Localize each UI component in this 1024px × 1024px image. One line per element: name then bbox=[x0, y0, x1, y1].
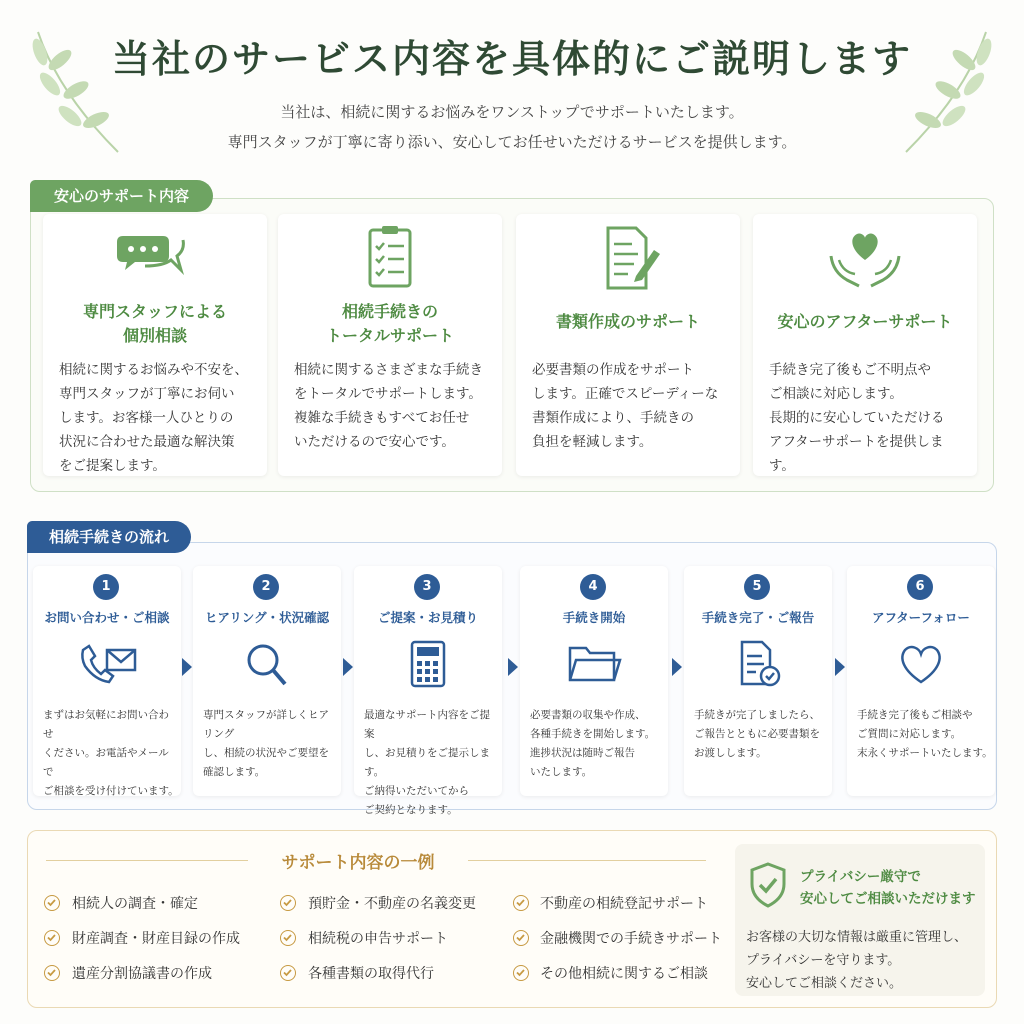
flow-arrow-icon bbox=[835, 658, 845, 676]
clipboard-checklist-icon bbox=[350, 226, 430, 290]
flow-step bbox=[354, 566, 502, 816]
support-card-title: 相続手続きの トータルサポート bbox=[325, 302, 454, 345]
support-card-body: 手続き完了後もご不明点や ご相談に対応します。 長期的に安心していただける アフターサポートを提供します。 bbox=[769, 362, 945, 474]
example-item: 各種書類の取得代行 bbox=[308, 966, 434, 982]
lead-text-line2: 専門スタッフが丁寧に寄り添い、安心してお任せいただけるサービスを提供します。 bbox=[227, 133, 797, 151]
step-title: 手続き開始 bbox=[562, 610, 626, 625]
support-card-body: 相続に関するお悩みや不安を、 専門スタッフが丁寧にお伺い します。お客様一人ひとりの 状況に合わせた最適な解決策 をご提案します。 bbox=[59, 362, 248, 474]
privacy-body: お客様の大切な情報は厳重に管理し、 プライバシーを守ります。 安心してご相談ください。 bbox=[746, 930, 968, 991]
support-section-heading: 安心のサポート内容 bbox=[30, 180, 213, 212]
step-number: 1 bbox=[93, 574, 119, 600]
step-number: 6 bbox=[907, 574, 933, 600]
heart-icon bbox=[891, 640, 951, 688]
support-card-after bbox=[753, 214, 977, 476]
divider bbox=[46, 860, 248, 861]
lead-text-line1: 当社は、相続に関するお悩みをワンストップでサポートいたします。 bbox=[280, 103, 744, 121]
support-card-title: 書類作成のサポート bbox=[555, 312, 700, 331]
flow-arrow-icon bbox=[508, 658, 518, 676]
step-number: 5 bbox=[744, 574, 770, 600]
support-card-title: 専門スタッフによる 個別相談 bbox=[82, 302, 227, 345]
step-number: 3 bbox=[414, 574, 440, 600]
support-card-body: 必要書類の作成をサポート します。正確でスピーディーな 書類作成により、手続きの 負担を軽減します。 bbox=[532, 362, 719, 450]
example-item: 不動産の相続登記サポート bbox=[540, 896, 708, 912]
example-item: 金融機関での手続きサポート bbox=[540, 931, 722, 947]
step-body: 必要書類の収集や作成、 各種手続きを開始します。 進捗状況は随時ご報告 いたします。 bbox=[530, 709, 656, 778]
example-item: 相続税の申告サポート bbox=[308, 931, 448, 947]
flow-section-heading: 相続手続きの流れ bbox=[27, 521, 191, 553]
step-body: まずはお気軽にお問い合わせ ください。お電話やメールで ご相談を受け付けています。 bbox=[43, 709, 179, 797]
step-title: ヒアリング・状況確認 bbox=[204, 610, 330, 625]
step-number: 2 bbox=[253, 574, 279, 600]
step-body: 手続き完了後もご相談や ご質問に対応します。 末永くサポートいたします。 bbox=[857, 709, 993, 759]
example-item: 遺産分割協議書の作成 bbox=[72, 966, 212, 982]
flow-step bbox=[193, 566, 341, 796]
phone-mail-icon bbox=[77, 640, 137, 688]
check-circle-icon bbox=[280, 965, 296, 981]
shield-check-icon bbox=[748, 862, 788, 908]
privacy-title: プライバシー厳守で 安心してご相談いただけます bbox=[800, 869, 976, 907]
check-circle-icon bbox=[513, 930, 529, 946]
flow-step bbox=[847, 566, 995, 796]
folder-icon bbox=[564, 640, 624, 688]
flow-step bbox=[520, 566, 668, 796]
step-title: お問い合わせ・ご相談 bbox=[44, 610, 170, 625]
step-number: 4 bbox=[580, 574, 606, 600]
flow-arrow-icon bbox=[672, 658, 682, 676]
magnifier-icon bbox=[237, 640, 297, 688]
calculator-icon bbox=[398, 640, 458, 688]
step-body: 専門スタッフが詳しくヒアリング し、相続の状況やご要望を 確認します。 bbox=[203, 709, 329, 778]
check-circle-icon bbox=[44, 895, 60, 911]
check-circle-icon bbox=[44, 965, 60, 981]
chat-bubbles-icon bbox=[115, 226, 195, 290]
flow-step bbox=[684, 566, 832, 796]
example-item: その他相続に関するご相談 bbox=[540, 966, 708, 982]
step-title: 手続き完了・ご報告 bbox=[701, 610, 815, 625]
example-item: 相続人の調査・確定 bbox=[72, 896, 198, 912]
support-card-consultation bbox=[43, 214, 267, 476]
divider bbox=[468, 860, 706, 861]
check-circle-icon bbox=[280, 895, 296, 911]
support-card-title: 安心のアフターサポート bbox=[777, 312, 953, 331]
check-circle-icon bbox=[513, 965, 529, 981]
support-card-body: 相続に関するさまざまな手続き をトータルでサポートします。 複雑な手続きもすべてお任せ いただけるので安心です。 bbox=[294, 362, 483, 450]
example-item: 財産調査・財産目録の作成 bbox=[72, 931, 240, 947]
step-title: ご提案・お見積り bbox=[377, 610, 478, 625]
step-title: アフターフォロー bbox=[872, 610, 970, 625]
page-title: 当社のサービス内容を具体的にご説明します bbox=[111, 36, 912, 81]
support-card-documents bbox=[516, 214, 740, 476]
check-circle-icon bbox=[280, 930, 296, 946]
example-item: 預貯金・不動産の名義変更 bbox=[308, 896, 476, 912]
check-circle-icon bbox=[44, 930, 60, 946]
document-pen-icon bbox=[588, 226, 668, 290]
check-circle-icon bbox=[513, 895, 529, 911]
examples-heading: サポート内容の一例 bbox=[281, 853, 435, 873]
step-body: 最適なサポート内容をご提案 し、お見積りをご提示します。 ご納得いただいてから ご契約となります。 bbox=[364, 709, 490, 816]
flow-arrow-icon bbox=[343, 658, 353, 676]
flow-arrow-icon bbox=[182, 658, 192, 676]
step-body: 手続きが完了しましたら、 ご報告とともに必要書類を お渡しします。 bbox=[694, 709, 820, 759]
document-check-icon bbox=[728, 640, 788, 688]
support-card-total bbox=[278, 214, 502, 476]
hands-heart-icon bbox=[825, 226, 905, 290]
flow-step bbox=[33, 566, 181, 796]
